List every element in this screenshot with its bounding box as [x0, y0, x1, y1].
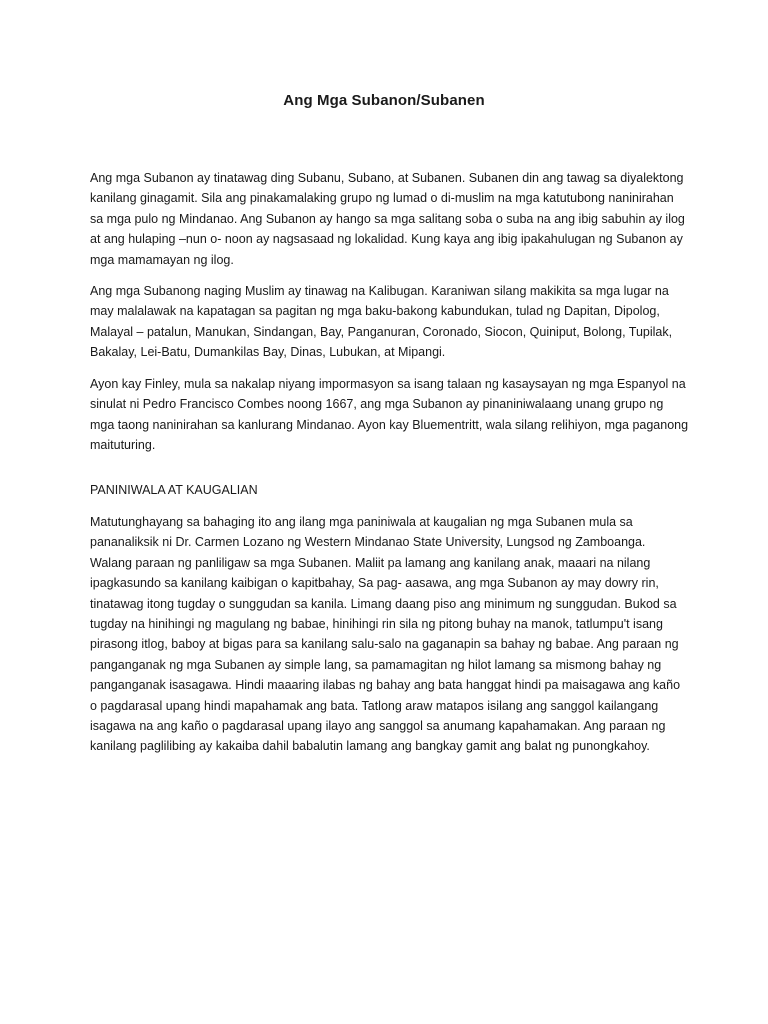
paragraph-history: Ayon kay Finley, mula sa nakalap niyang impormasyon sa isang talaan ng kasaysayan ng mga Espanyol na sinulat ni Pedro Francisco Combes noong 1667, ang mga Subanon ay pinaniniwalaang unang grupo ng mga taong naninirahan sa kanlurang Mindanao. Ayon kay Bluementritt, wala silang relihiyon, mga paganong maituturing. [90, 377, 689, 453]
paragraph-customs: Matutunghayang sa bahaging ito ang ilang mga paniniwala at kaugalian ng mga Subanen mula sa pananaliksik ni Dr. Carmen Lozano ng Western Mindanao State University, Lungsod ng Zamboanga. Walang paraan ng panliligaw sa mga Subanen. Maliit pa lamang ang kanilang anak, maaari na nilang ipagkasundo sa kanilang kaibigan o kapitbahay, Sa pag- aasawa, ang mga Subanon ay may dowry rin, tinatawag itong tugday o sunggudan sa kanila. Limang daang piso ang minimum ng sunggudan. Bukod sa tugday na hinihingi ng magulang ng babae, hinihingi rin sila ng pitong buhay na manok, tatlumpu't isang pirasong itlog, baboy at bigas para sa kanilang salu-salo na gaganapin sa bahay ng babae. Ang paraan ng panganganak ng mga Subanen ay simple lang, sa pamamagitan ng hilot lamang sa mismong bahay ng panganganak isasagawa. Hindi maaaring ilabas ng bahay ang bata hanggat hindi pa maisagawa ang kaño o pagdarasal upang hindi mapahamak ang bata. Tatlong araw matapos isilang ang sanggol kailangang isagawa na ang kaño o pagdarasal upang ilayo ang sanggol sa anumang kapahamakan. Ang paraan ng kanilang paglilibing ay kakaiba dahil babalutin lamang ang bangkay gamit ang balat ng punongkahoy. [90, 515, 681, 754]
paragraph-kalibugan: Ang mga Subanong naging Muslim ay tinawag na Kalibugan. Karaniwan silang makikita sa mga lugar na may malalawak na kapatagan sa pagitan ng mga baku-bakong kabundukan, tulad ng Dapitan, Dipolog, Malayal – patalun, Manukan, Sindangan, Bay, Panganuran, Coronado, Siocon, Quiniput, Bolong, Tupilak, Bakalay, Lei-Batu, Dumankilas Bay, Dinas, Lubukan, at Mipangi. [90, 284, 673, 360]
document-title: Ang Mga Subanon/Subanen [283, 92, 485, 109]
section-heading: PANINIWALA AT KAUGALIAN [90, 483, 258, 497]
paragraph-intro: Ang mga Subanon ay tinatawag ding Subanu, Subano, at Subanen. Subanen din ang tawag sa diyalektong kanilang ginagamit. Sila ang pinakamalaking grupo ng lumad o di-muslim na mga katutubong naninirahan sa mga pulo ng Mindanao. Ang Subanon ay hango sa mga salitang soba o suba na ang ibig sabuhin ay ilog at ang hulaping –nun o- noon ay nagsasaad ng lokalidad. Kung kaya ang ibig ipakahulugan ng Subanon ay mga mamamayan ng ilog. [90, 171, 685, 267]
